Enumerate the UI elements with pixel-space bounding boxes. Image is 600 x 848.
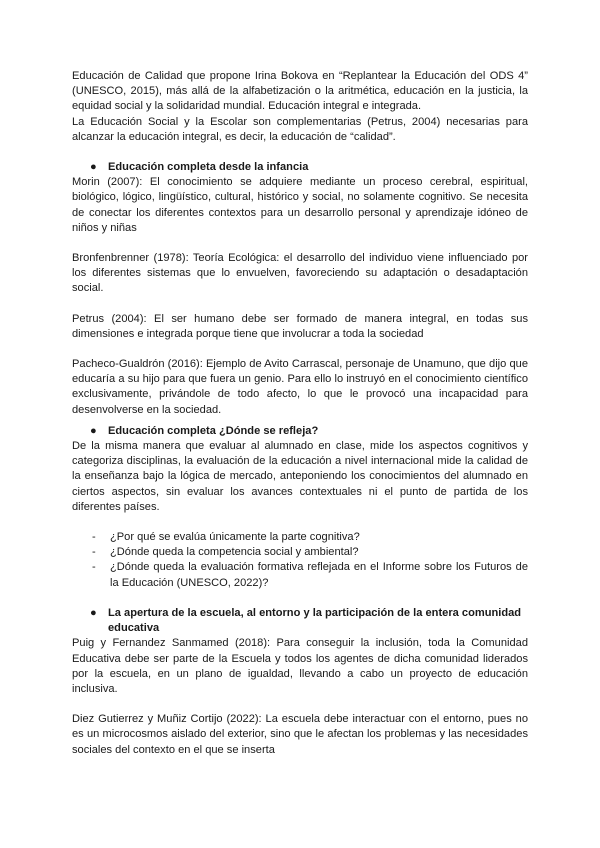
list-item: - ¿Dónde queda la competencia social y ambiental? (92, 545, 528, 560)
paragraph-petrus: Petrus (2004): El ser humano debe ser formado de manera integral, en todas sus dimensiones e integrada porque tiene que involucrar a toda la sociedad (72, 312, 528, 340)
questions-list (72, 530, 528, 591)
heading-text: La apertura de la escuela, al entorno y la participación de la entera comunidad educativa (108, 606, 522, 635)
heading-text: Educación completa desde la infancia (108, 161, 309, 174)
list-item: - ¿Dónde queda la evaluación formativa reflejada en el Informe sobre los Futuros de la Educación (UNESCO, 2022)? (92, 560, 528, 590)
heading-donde-se-refleja (90, 424, 528, 439)
bullet-icon: ● (90, 161, 97, 174)
bullet-icon: ● (90, 606, 97, 619)
heading-apertura-escuela (90, 606, 528, 636)
paragraph-pacheco: Pacheco-Gualdrón (2016): Ejemplo de Avito Carrascal, personaje de Unamuno, que dijo que educaría a su hijo para que fuera un genio. Para ello lo instruyó en el conocimiento científico exclusivamente, privándole de todo afecto, lo que le provocó una incapacidad para desenvolverse en la sociedad. (72, 358, 528, 416)
paragraph-morin: Morin (2007): El conocimiento se adquiere mediante un proceso cerebral, espiritual, biológico, lógico, lingüístico, cultural, histórico y social, no solamente cognitivo. Se necesita de conectar los diferentes contextos para un desarrollo personal y aprendizaje idóneo de niños y niñas (72, 176, 528, 234)
bullet-icon: ● (90, 424, 97, 437)
paragraph-evaluacion: De la misma manera que evaluar al alumnado en clase, mide los aspectos cognitivos y categoriza disciplinas, la evaluación de la educación a nivel internacional mide la calidad de la enseñanza bajo la lógica de mercado, anteponiendo los conocimientos del alumnado en ciertos aspectos, sin evaluar los avances contextuales ni el punto de partida de los diferentes países. (72, 440, 528, 513)
list-item: - ¿Por qué se evalúa únicamente la parte cognitiva? (92, 530, 528, 545)
dash-icon: - (92, 531, 96, 544)
heading-educacion-completa-infancia (90, 160, 528, 175)
paragraph-calidad: Educación de Calidad que propone Irina Bokova en “Replantear la Educación del ODS 4” (UNESCO, 2015), más allá de la alfabetización o la aritmética, educación en la justicia, la equidad social y la solidaridad mundial. Educación integral e integrada. (72, 70, 528, 113)
paragraph-bronfenbrenner: Bronfenbrenner (1978): Teoría Ecológica: el desarrollo del individuo viene influenciado por los diferentes sistemas que lo envuelven, favoreciendo su adaptación o desadaptación social. (72, 252, 528, 295)
paragraph-complementarias: La Educación Social y la Escolar son complementarias (Petrus, 2004) necesarias para alcanzar la educación integral, es decir, la educación de “calidad”. (72, 115, 528, 143)
dash-icon: - (92, 561, 96, 574)
paragraph-puig: Puig y Fernandez Sanmamed (2018): Para conseguir la inclusión, toda la Comunidad Educativa debe ser parte de la Escuela y todos los agentes de dicha comunidad liderados por la escuela, en un plano de igualdad, llevando a cabo un proyecto de educación inclusiva. (72, 637, 528, 695)
dash-icon: - (92, 546, 96, 559)
heading-text: Educación completa ¿Dónde se refleja? (108, 424, 319, 437)
paragraph-diez-gutierrez: Diez Gutierrez y Muñiz Cortijo (2022): La escuela debe interactuar con el entorno, pues no es un microcosmos aislado del exterior, sino que le afectan los problemas y las necesidades sociales del contexto en el que se inserta (72, 713, 528, 756)
